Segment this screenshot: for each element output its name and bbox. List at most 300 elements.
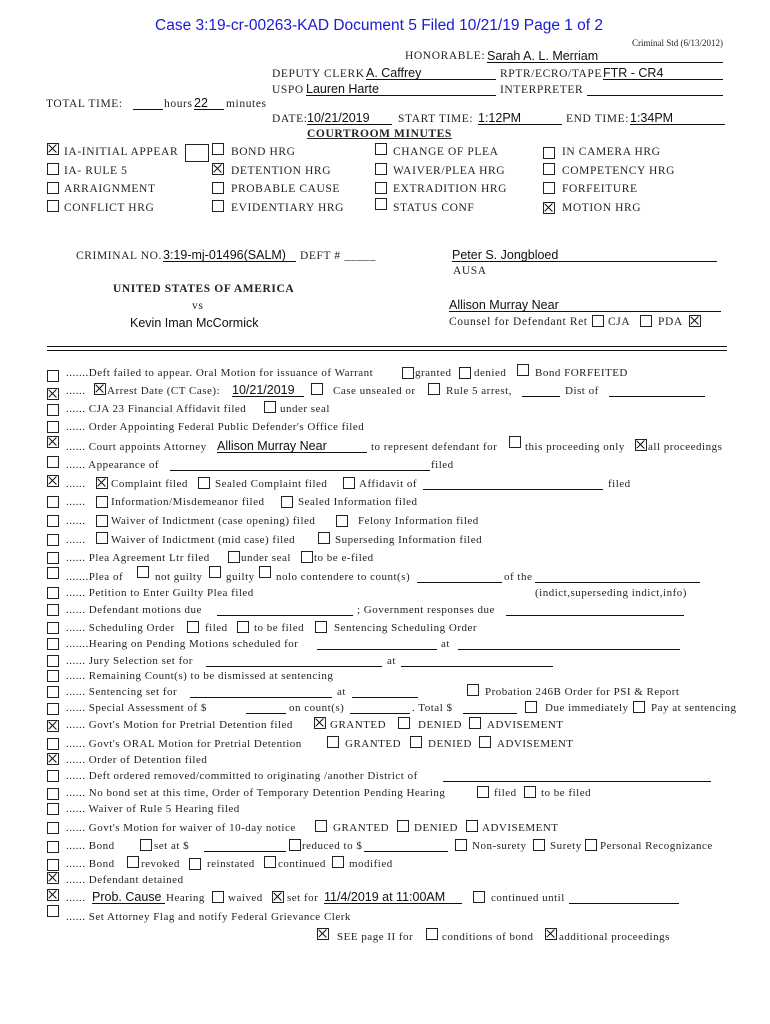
row-petition-text: ...... Petition to Enter Guilty Plea filed — [66, 587, 254, 599]
conflict-label: CONFLICT HRG — [64, 202, 155, 214]
competency-checkbox[interactable] — [543, 163, 555, 175]
revoked-label: revoked — [141, 858, 180, 870]
row-arrest-lead: ...... — [66, 385, 86, 397]
row-information-lead: ...... — [66, 496, 86, 508]
non-surety-checkbox[interactable] — [455, 839, 467, 851]
reinstated-label: reinstated — [207, 858, 255, 870]
ausa-label: AUSA — [453, 265, 487, 277]
not-guilty-label: not guilty — [155, 571, 203, 583]
row-10day-checkbox[interactable] — [47, 822, 59, 834]
end-time-value: 1:34PM — [630, 111, 674, 125]
row-waiver-rule5-checkbox[interactable] — [47, 803, 59, 815]
total-label: . Total $ — [412, 702, 453, 714]
probation-psi-checkbox[interactable] — [467, 684, 479, 696]
row-special-assessment-checkbox[interactable] — [47, 703, 59, 715]
due-immediately-checkbox[interactable] — [525, 701, 537, 713]
10day-advisement-label: ADVISEMENT — [482, 822, 559, 834]
of-the-field[interactable] — [535, 567, 700, 583]
ia-rule5-label: IA- RULE 5 — [64, 165, 128, 177]
jury-time-field[interactable] — [401, 651, 553, 667]
row-motions-due-text: ...... Defendant motions due — [66, 604, 202, 616]
nolo-label: nolo contendere to count(s) — [276, 571, 411, 583]
bond-hrg-checkbox[interactable] — [212, 143, 224, 155]
rule5-blank-field[interactable] — [522, 381, 560, 397]
hearing-waived-label: waived — [228, 892, 263, 904]
uspo-field[interactable] — [306, 80, 496, 96]
warrant-granted-checkbox[interactable] — [402, 367, 414, 379]
conflict-checkbox[interactable] — [47, 200, 59, 212]
not-guilty-checkbox[interactable] — [137, 566, 149, 578]
of-the-label: of the — [504, 571, 533, 583]
forfeiture-label: FORFEITURE — [562, 183, 638, 195]
interpreter-field[interactable] — [587, 80, 723, 96]
represent-label: to represent defendant for — [371, 441, 498, 453]
detention-hrg-label: DETENTION HRG — [231, 165, 332, 177]
no-bond-filed-label: filed — [494, 787, 517, 799]
revoked-checkbox[interactable] — [127, 856, 139, 868]
row-attorney-flag-text: ...... Set Attorney Flag and notify Federal Grievance Clerk — [66, 911, 351, 923]
row-fpd-checkbox[interactable] — [47, 421, 59, 433]
detention-denied-label: DENIED — [418, 719, 462, 731]
guilty-label: guilty — [226, 571, 255, 583]
affidavit-field[interactable] — [423, 474, 603, 490]
total-field[interactable] — [463, 698, 517, 714]
waiver-indict-opening-label: Waiver of Indictment (case opening) filed — [111, 515, 316, 527]
gov-responses-label: ; Government responses due — [357, 604, 495, 616]
counsel-name: Allison Murray Near — [449, 298, 559, 312]
pay-sentencing-checkbox[interactable] — [633, 701, 645, 713]
row-waiver-indict-checkbox[interactable] — [47, 515, 59, 527]
arrest-date-checkbox[interactable] — [94, 383, 106, 395]
criminal-no-label: CRIMINAL NO. — [76, 250, 162, 262]
row-arrest-checkbox[interactable] — [47, 388, 59, 400]
pda-label: PDA — [658, 316, 683, 328]
information-filed-checkbox[interactable] — [96, 496, 108, 508]
end-time-label: END TIME: — [566, 113, 630, 125]
row-no-bond-checkbox[interactable] — [47, 788, 59, 800]
hearing-continued-checkbox[interactable] — [473, 891, 485, 903]
row-sentencing-text: ...... Sentencing set for — [66, 686, 178, 698]
defendant-name: Kevin Iman McCormick — [130, 316, 259, 330]
waiver-indict-mid-checkbox[interactable] — [96, 532, 108, 544]
sentencing-at: at — [337, 686, 346, 698]
motion-hrg-checkbox[interactable] — [543, 202, 555, 214]
row-hearing-set-lead: ...... — [66, 892, 86, 904]
10day-denied-checkbox[interactable] — [397, 820, 409, 832]
hours-field[interactable] — [133, 94, 163, 110]
additional-proceedings-label: additional proceedings — [559, 931, 670, 943]
oral-advisement-label: ADVISEMENT — [497, 738, 574, 750]
rptr-value: FTR - CR4 — [603, 66, 664, 80]
row-appoints-text: ...... Court appoints Attorney — [66, 441, 207, 453]
continued-checkbox[interactable] — [264, 856, 276, 868]
row-waiver-indict-lead: ...... — [66, 515, 86, 527]
probation-psi-label: Probation 246B Order for PSI & Report — [485, 686, 680, 698]
felony-info-label: Felony Information filed — [358, 515, 479, 527]
row-warrant-checkbox[interactable] — [47, 370, 59, 382]
row-bond-set-checkbox[interactable] — [47, 841, 59, 853]
hearing-date-value: 11/4/2019 at 11:00AM — [324, 890, 446, 904]
date-label: DATE: — [272, 113, 308, 125]
oral-granted-label: GRANTED — [345, 738, 402, 750]
reduced-amount-field[interactable] — [364, 836, 448, 852]
row-no-bond-text: ...... No bond set at this time, Order of Temporary Detention Pending Hearing — [66, 787, 446, 799]
change-plea-label: CHANGE OF PLEA — [393, 146, 499, 158]
bond-forfeited-label: Bond FORFEITED — [535, 367, 628, 379]
courtroom-minutes-title: COURTROOM MINUTES — [307, 128, 452, 140]
row-sentencing-checkbox[interactable] — [47, 686, 59, 698]
counsel-field[interactable] — [449, 296, 721, 312]
honorable-field[interactable] — [487, 47, 723, 63]
row-removed-text: ...... Deft ordered removed/committed to originating /another District of — [66, 770, 418, 782]
waiver-indict-opening-checkbox[interactable] — [96, 515, 108, 527]
on-count-field[interactable] — [350, 698, 410, 714]
bond-set-amount-field[interactable] — [204, 836, 286, 852]
no-bond-filed-checkbox[interactable] — [477, 786, 489, 798]
detention-denied-checkbox[interactable] — [398, 717, 410, 729]
row-oral-detention-checkbox[interactable] — [47, 738, 59, 750]
row-pending-motions-text: .......Hearing on Pending Motions scheduled for — [66, 638, 299, 650]
form-id: Criminal Std (6/13/2012) — [632, 38, 723, 48]
this-proceeding-label: this proceeding only — [525, 441, 625, 453]
hearing-waived-checkbox[interactable] — [212, 891, 224, 903]
pending-motions-at: at — [441, 638, 450, 650]
row-plea-agreement-text: ...... Plea Agreement Ltr filed — [66, 552, 210, 564]
10day-advisement-checkbox[interactable] — [466, 820, 478, 832]
10day-granted-checkbox[interactable] — [315, 820, 327, 832]
complaint-filed-checkbox[interactable] — [96, 477, 108, 489]
row-removed-checkbox[interactable] — [47, 770, 59, 782]
surety-label: Surety — [550, 840, 582, 852]
row-plea-of-checkbox[interactable] — [47, 567, 59, 579]
oral-granted-checkbox[interactable] — [327, 736, 339, 748]
oral-advisement-checkbox[interactable] — [479, 736, 491, 748]
pending-motions-date-field[interactable] — [317, 634, 437, 650]
warrant-granted-label: granted — [415, 367, 452, 379]
warrant-denied-label: denied — [474, 367, 507, 379]
appointed-attorney-value: Allison Murray Near — [217, 439, 327, 453]
row-warrant-text: .......Deft failed to appear. Oral Motion for issuance of Warrant — [66, 367, 374, 379]
sealed-info-label: Sealed Information filed — [298, 496, 418, 508]
row-waiver-mid-lead: ...... — [66, 534, 86, 546]
row-pending-motions-checkbox[interactable] — [47, 638, 59, 650]
detention-hrg-checkbox[interactable] — [212, 163, 224, 175]
arraignment-checkbox[interactable] — [47, 182, 59, 194]
oral-denied-label: DENIED — [428, 738, 472, 750]
ausa-field[interactable] — [452, 246, 717, 262]
pending-motions-time-field[interactable] — [458, 634, 680, 650]
personal-recognizance-checkbox[interactable] — [585, 839, 597, 851]
personal-recognizance-label: Personal Recognizance — [600, 840, 713, 852]
modified-checkbox[interactable] — [332, 856, 344, 868]
case-header: Case 3:19-cr-00263-KAD Document 5 Filed 10/21/19 Page 1 of 2 — [155, 17, 604, 34]
evidentiary-checkbox[interactable] — [212, 200, 224, 212]
ia-initial-checkbox[interactable] — [47, 143, 59, 155]
hearing-continued-label: continued until — [491, 892, 565, 904]
waiver-plea-checkbox[interactable] — [375, 163, 387, 175]
additional-proceedings-checkbox[interactable] — [545, 928, 557, 940]
status-conf-checkbox[interactable] — [375, 198, 387, 210]
start-time-field[interactable] — [478, 109, 562, 125]
sentencing-scheduling-checkbox[interactable] — [315, 621, 327, 633]
uspo-label: USPO — [272, 84, 304, 96]
versus: vs — [192, 300, 204, 312]
row-detained-text: ...... Defendant detained — [66, 874, 184, 886]
honorable-value: Sarah A. L. Merriam — [487, 49, 599, 63]
all-proceedings-checkbox[interactable] — [635, 439, 647, 451]
hearing-label: Hearing — [166, 892, 205, 904]
sealed-info-checkbox[interactable] — [281, 496, 293, 508]
reduced-to-checkbox[interactable] — [289, 839, 301, 851]
row-detention-motion-checkbox[interactable] — [47, 720, 59, 732]
start-time-value: 1:12PM — [478, 111, 522, 125]
row-attorney-flag-checkbox[interactable] — [47, 905, 59, 917]
non-surety-label: Non-surety — [472, 840, 527, 852]
ia-initial-label: IA-INITIAL APPEAR — [64, 146, 179, 158]
plea-under-seal-label: under seal — [241, 552, 291, 564]
motion-hrg-label: MOTION HRG — [562, 202, 642, 214]
assessment-amount-field[interactable] — [246, 698, 286, 714]
continued-label: continued — [278, 858, 326, 870]
hearing-type-field[interactable] — [92, 888, 165, 904]
affidavit-label: Affidavit of — [359, 478, 418, 490]
felony-info-checkbox[interactable] — [336, 515, 348, 527]
row-jury-text: ...... Jury Selection set for — [66, 655, 193, 667]
row-10day-text: ...... Govt's Motion for waiver of 10-day notice — [66, 822, 296, 834]
hearing-set-for-checkbox[interactable] — [272, 891, 284, 903]
arrest-date-field[interactable] — [232, 381, 304, 397]
initial-appear-extra-box[interactable] — [185, 144, 209, 162]
ausa-name: Peter S. Jongbloed — [452, 248, 559, 262]
minutes-field[interactable] — [194, 94, 224, 110]
row-order-detention-checkbox[interactable] — [47, 753, 59, 765]
oral-denied-checkbox[interactable] — [410, 736, 422, 748]
criminal-no-value: 3:19-mj-01496(SALM) — [163, 248, 286, 262]
appearance-filed: filed — [431, 459, 454, 471]
reinstated-checkbox[interactable] — [189, 858, 201, 870]
date-field[interactable] — [307, 109, 392, 125]
complaint-filed-label: Complaint filed — [111, 478, 188, 490]
appointed-attorney-field[interactable] — [217, 437, 367, 453]
plaintiff: UNITED STATES OF AMERICA — [113, 283, 295, 295]
row-plea-agreement-checkbox[interactable] — [47, 552, 59, 564]
cja23-under-seal-checkbox[interactable] — [264, 401, 276, 413]
superseding-info-checkbox[interactable] — [318, 532, 330, 544]
in-camera-label: IN CAMERA HRG — [562, 146, 661, 158]
gov-responses-field[interactable] — [506, 600, 684, 616]
affidavit-filed: filed — [608, 478, 631, 490]
status-conf-label: STATUS CONF — [393, 202, 475, 214]
plea-efile-label: to be e-filed — [314, 552, 374, 564]
affidavit-checkbox[interactable] — [343, 477, 355, 489]
row-oral-detention-text: ...... Govt's ORAL Motion for Pretrial Detention — [66, 738, 302, 750]
row-information-checkbox[interactable] — [47, 496, 59, 508]
bond-set-at-checkbox[interactable] — [140, 839, 152, 851]
detention-advisement-checkbox[interactable] — [469, 717, 481, 729]
counsel-label: Counsel for Defendant Ret — [449, 316, 588, 328]
scheduling-tobe-checkbox[interactable] — [237, 621, 249, 633]
minutes-value: 22 — [194, 96, 208, 110]
row-detained-checkbox[interactable] — [47, 872, 59, 884]
cja23-under-seal-label: under seal — [280, 403, 330, 415]
honorable-label: HONORABLE: — [405, 50, 486, 62]
plea-efile-checkbox[interactable] — [301, 551, 313, 563]
rptr-label: RPTR/ECRO/TAPE — [500, 68, 603, 80]
hearing-date-field[interactable] — [324, 888, 462, 904]
in-camera-checkbox[interactable] — [543, 147, 555, 159]
no-bond-tobe-checkbox[interactable] — [524, 786, 536, 798]
separator-bottom — [47, 350, 727, 351]
surety-checkbox[interactable] — [533, 839, 545, 851]
jury-at: at — [387, 655, 396, 667]
conditions-bond-label: conditions of bond — [442, 931, 534, 943]
row-scheduling-checkbox[interactable] — [47, 622, 59, 634]
scheduling-tobe-label: to be filed — [254, 622, 305, 634]
row-remaining-counts-checkbox[interactable] — [47, 670, 59, 682]
scheduling-filed-checkbox[interactable] — [187, 621, 199, 633]
row-motions-due-checkbox[interactable] — [47, 604, 59, 616]
guilty-checkbox[interactable] — [209, 566, 221, 578]
pay-sentencing-label: Pay at sentencing — [651, 702, 737, 714]
reduced-to-label: reduced to $ — [302, 840, 363, 852]
see-page-checkbox[interactable] — [317, 928, 329, 940]
competency-label: COMPETENCY HRG — [562, 165, 676, 177]
appearance-field[interactable] — [170, 455, 430, 471]
minutes-label: minutes — [226, 98, 267, 110]
row-appearance-checkbox[interactable] — [47, 456, 59, 468]
on-count-label: on count(s) — [289, 702, 345, 714]
nolo-checkbox[interactable] — [259, 566, 271, 578]
detention-granted-label: GRANTED — [330, 719, 387, 731]
10day-granted-label: GRANTED — [333, 822, 390, 834]
superseding-info-label: Superseding Information filed — [335, 534, 483, 546]
bond-set-at-label: set at $ — [154, 840, 190, 852]
detention-advisement-label: ADVISEMENT — [487, 719, 564, 731]
motions-due-field[interactable] — [217, 600, 353, 616]
bond-forfeited-checkbox[interactable] — [517, 364, 529, 376]
total-time-label: TOTAL TIME: — [46, 98, 123, 110]
extradition-checkbox[interactable] — [375, 182, 387, 194]
warrant-denied-checkbox[interactable] — [459, 367, 471, 379]
waiver-indict-mid-label: Waiver of Indictment (mid case) filed — [111, 534, 296, 546]
dist-of-label: Dist of — [565, 385, 599, 397]
rule5-arrest-checkbox[interactable] — [428, 383, 440, 395]
hearing-type-value: Prob. Cause — [92, 890, 162, 904]
row-detention-motion-text: ...... Govt's Motion for Pretrial Detention filed — [66, 719, 293, 731]
sentencing-date-field[interactable] — [190, 682, 332, 698]
hearing-continued-field[interactable] — [569, 888, 679, 904]
arrest-date-value: 10/21/2019 — [232, 383, 295, 397]
case-unsealed-label: Case unsealed or — [333, 385, 416, 397]
extradition-label: EXTRADITION HRG — [393, 183, 508, 195]
sentencing-time-field[interactable] — [352, 682, 418, 698]
pda-spacer-checkbox[interactable] — [640, 315, 652, 327]
this-proceeding-checkbox[interactable] — [509, 436, 521, 448]
row-complaint-checkbox[interactable] — [47, 475, 59, 487]
deft-number: DEFT # _____ — [300, 250, 376, 262]
row-bond-set-text: ...... Bond — [66, 840, 115, 852]
pda-checkbox[interactable] — [689, 315, 701, 327]
bond-hrg-label: BOND HRG — [231, 146, 296, 158]
row-appearance-text: ...... Appearance of — [66, 459, 160, 471]
row-remaining-counts-text: ...... Remaining Count(s) to be dismissed at sentencing — [66, 670, 334, 682]
removed-district-field[interactable] — [443, 766, 711, 782]
dist-of-field[interactable] — [609, 381, 705, 397]
row-bond-revoked-checkbox[interactable] — [47, 859, 59, 871]
due-immediately-label: Due immediately — [545, 702, 629, 714]
sealed-complaint-label: Sealed Complaint filed — [215, 478, 328, 490]
row-order-detention-text: ...... Order of Detention filed — [66, 754, 208, 766]
row-appoints-checkbox[interactable] — [47, 436, 59, 448]
case-unsealed-checkbox[interactable] — [311, 383, 323, 395]
probable-cause-label: PROBABLE CAUSE — [231, 183, 341, 195]
row-jury-checkbox[interactable] — [47, 655, 59, 667]
detention-granted-checkbox[interactable] — [314, 717, 326, 729]
row-cja23-text: ...... CJA 23 Financial Affidavit filed — [66, 403, 247, 415]
arrest-date-label: Arrest Date (CT Case): — [107, 385, 221, 397]
rptr-field[interactable] — [603, 64, 723, 80]
row-special-assessment-text: ...... Special Assessment of $ — [66, 702, 207, 714]
cja-checkbox[interactable] — [592, 315, 604, 327]
row-petition-checkbox[interactable] — [47, 587, 59, 599]
ia-rule5-checkbox[interactable] — [47, 163, 59, 175]
forfeiture-checkbox[interactable] — [543, 182, 555, 194]
all-proceedings-label: all proceedings — [648, 441, 723, 453]
information-filed-label: Information/Misdemeanor filed — [111, 496, 265, 508]
criminal-no-field[interactable] — [163, 246, 296, 262]
jury-date-field[interactable] — [206, 651, 382, 667]
row-waiver-rule5-text: ...... Waiver of Rule 5 Hearing filed — [66, 803, 240, 815]
rule5-arrest-label: Rule 5 arrest, — [446, 385, 512, 397]
row-hearing-set-checkbox[interactable] — [47, 889, 59, 901]
row-waiver-mid-checkbox[interactable] — [47, 534, 59, 546]
deputy-value: A. Caffrey — [366, 66, 422, 80]
modified-label: modified — [349, 858, 393, 870]
row-cja23-checkbox[interactable] — [47, 404, 59, 416]
row-scheduling-text: ...... Scheduling Order — [66, 622, 175, 634]
end-time-field[interactable] — [630, 109, 725, 125]
scheduling-filed-label: filed — [205, 622, 228, 634]
interpreter-label: INTERPRETER — [500, 84, 584, 96]
sentencing-scheduling-label: Sentencing Scheduling Order — [334, 622, 478, 634]
indict-options: (indict,superseding indict,info) — [535, 587, 687, 599]
hearing-set-for-label: set for — [287, 892, 319, 904]
probable-cause-checkbox[interactable] — [212, 182, 224, 194]
plea-counts-field[interactable] — [417, 567, 502, 583]
waiver-plea-label: WAIVER/PLEA HRG — [393, 165, 506, 177]
conditions-bond-checkbox[interactable] — [426, 928, 438, 940]
no-bond-tobe-label: to be filed — [541, 787, 592, 799]
see-page-label: SEE page II for — [337, 931, 414, 943]
10day-denied-label: DENIED — [414, 822, 458, 834]
row-fpd-text: ...... Order Appointing Federal Public Defender's Office filed — [66, 421, 365, 433]
deputy-label: DEPUTY CLERK — [272, 68, 365, 80]
hours-label: hours — [164, 98, 193, 110]
row-bond-revoked-text: ...... Bond — [66, 858, 115, 870]
date-value: 10/21/2019 — [307, 111, 370, 125]
arraignment-label: ARRAIGNMENT — [64, 183, 156, 195]
change-plea-checkbox[interactable] — [375, 143, 387, 155]
sealed-complaint-checkbox[interactable] — [198, 477, 210, 489]
row-complaint-lead: ...... — [66, 478, 86, 490]
row-plea-of-text: .......Plea of — [66, 571, 124, 583]
separator-top — [47, 346, 727, 347]
uspo-value: Lauren Harte — [306, 82, 379, 96]
plea-under-seal-checkbox[interactable] — [228, 551, 240, 563]
evidentiary-label: EVIDENTIARY HRG — [231, 202, 345, 214]
deputy-field[interactable] — [366, 64, 496, 80]
cja-label: CJA — [608, 316, 631, 328]
